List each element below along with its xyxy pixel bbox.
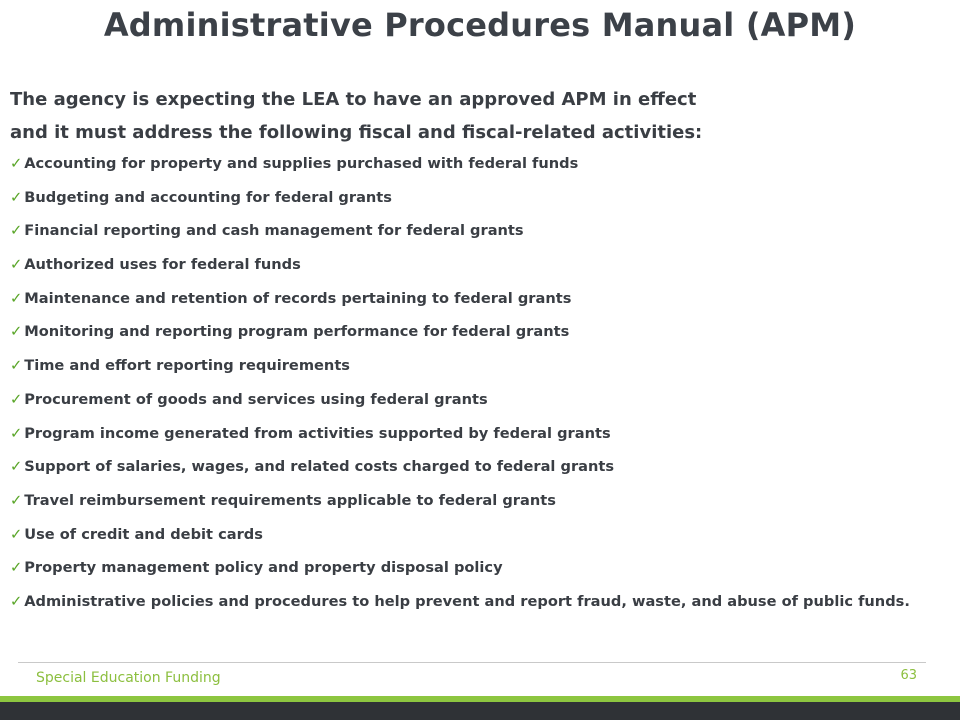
checkmark-icon: ✓: [10, 424, 23, 442]
footer-dark-band: [0, 702, 960, 720]
checklist: [10, 154, 940, 612]
checkmark-icon: ✓: [10, 357, 23, 375]
list-item: [10, 491, 940, 511]
footer-label: Special Education Funding: [36, 670, 221, 686]
intro-text: [10, 83, 940, 149]
checkmark-icon: ✓: [10, 525, 23, 543]
checkmark-icon: ✓: [10, 323, 23, 341]
list-item: [10, 457, 940, 477]
footer-divider: [18, 662, 926, 663]
list-item: [10, 525, 940, 545]
checkmark-icon: ✓: [10, 188, 23, 206]
list-item: [10, 188, 940, 208]
list-item-text: Time and effort reporting requirements: [24, 357, 350, 375]
list-item-text: Procurement of goods and services using federal grants: [24, 390, 488, 408]
checkmark-icon: ✓: [10, 256, 23, 274]
checkmark-icon: ✓: [10, 491, 23, 509]
checkmark-icon: ✓: [10, 458, 23, 476]
list-item-text: Property management policy and property disposal policy: [24, 559, 503, 577]
list-item-text: Support of salaries, wages, and related costs charged to federal grants: [24, 458, 615, 476]
checkmark-icon: ✓: [10, 390, 23, 408]
list-item-text: Financial reporting and cash management for federal grants: [24, 222, 524, 240]
list-item: [10, 390, 940, 410]
list-item-text: Accounting for property and supplies purchased with federal funds: [24, 155, 579, 172]
list-item-text: Administrative policies and procedures to help prevent and report fraud, waste, and abuse of public funds.: [24, 592, 910, 610]
list-item-text: Monitoring and reporting program performance for federal grants: [24, 323, 570, 341]
checkmark-icon: ✓: [10, 559, 23, 577]
list-item: [10, 592, 940, 612]
list-item-text: Program income generated from activities supported by federal grants: [24, 424, 611, 442]
list-item-text: Use of credit and debit cards: [24, 525, 263, 543]
list-item-text: Authorized uses for federal funds: [24, 256, 301, 274]
list-item-text: Budgeting and accounting for federal grants: [24, 188, 392, 206]
list-item: [10, 356, 940, 376]
list-item: [10, 154, 940, 174]
list-item-text: Maintenance and retention of records pertaining to federal grants: [24, 289, 572, 307]
list-item: [10, 221, 940, 241]
list-item: [10, 424, 940, 444]
list-item: [10, 289, 940, 309]
intro-line-1: The agency is expecting the LEA to have an approved APM in effect: [10, 89, 697, 110]
page-number: 63: [900, 668, 917, 683]
checkmark-icon: ✓: [10, 222, 23, 240]
list-item: [10, 558, 940, 578]
checkmark-icon: ✓: [10, 289, 23, 307]
intro-line-2: and it must address the following fiscal and fiscal-related activities:: [10, 122, 703, 143]
checkmark-icon: ✓: [10, 592, 23, 610]
list-item: [10, 322, 940, 342]
checkmark-icon: ✓: [10, 155, 23, 172]
slide-title: Administrative Procedures Manual (APM): [103, 6, 857, 44]
list-item-text: Travel reimbursement requirements applicable to federal grants: [24, 491, 556, 509]
list-item: [10, 255, 940, 275]
